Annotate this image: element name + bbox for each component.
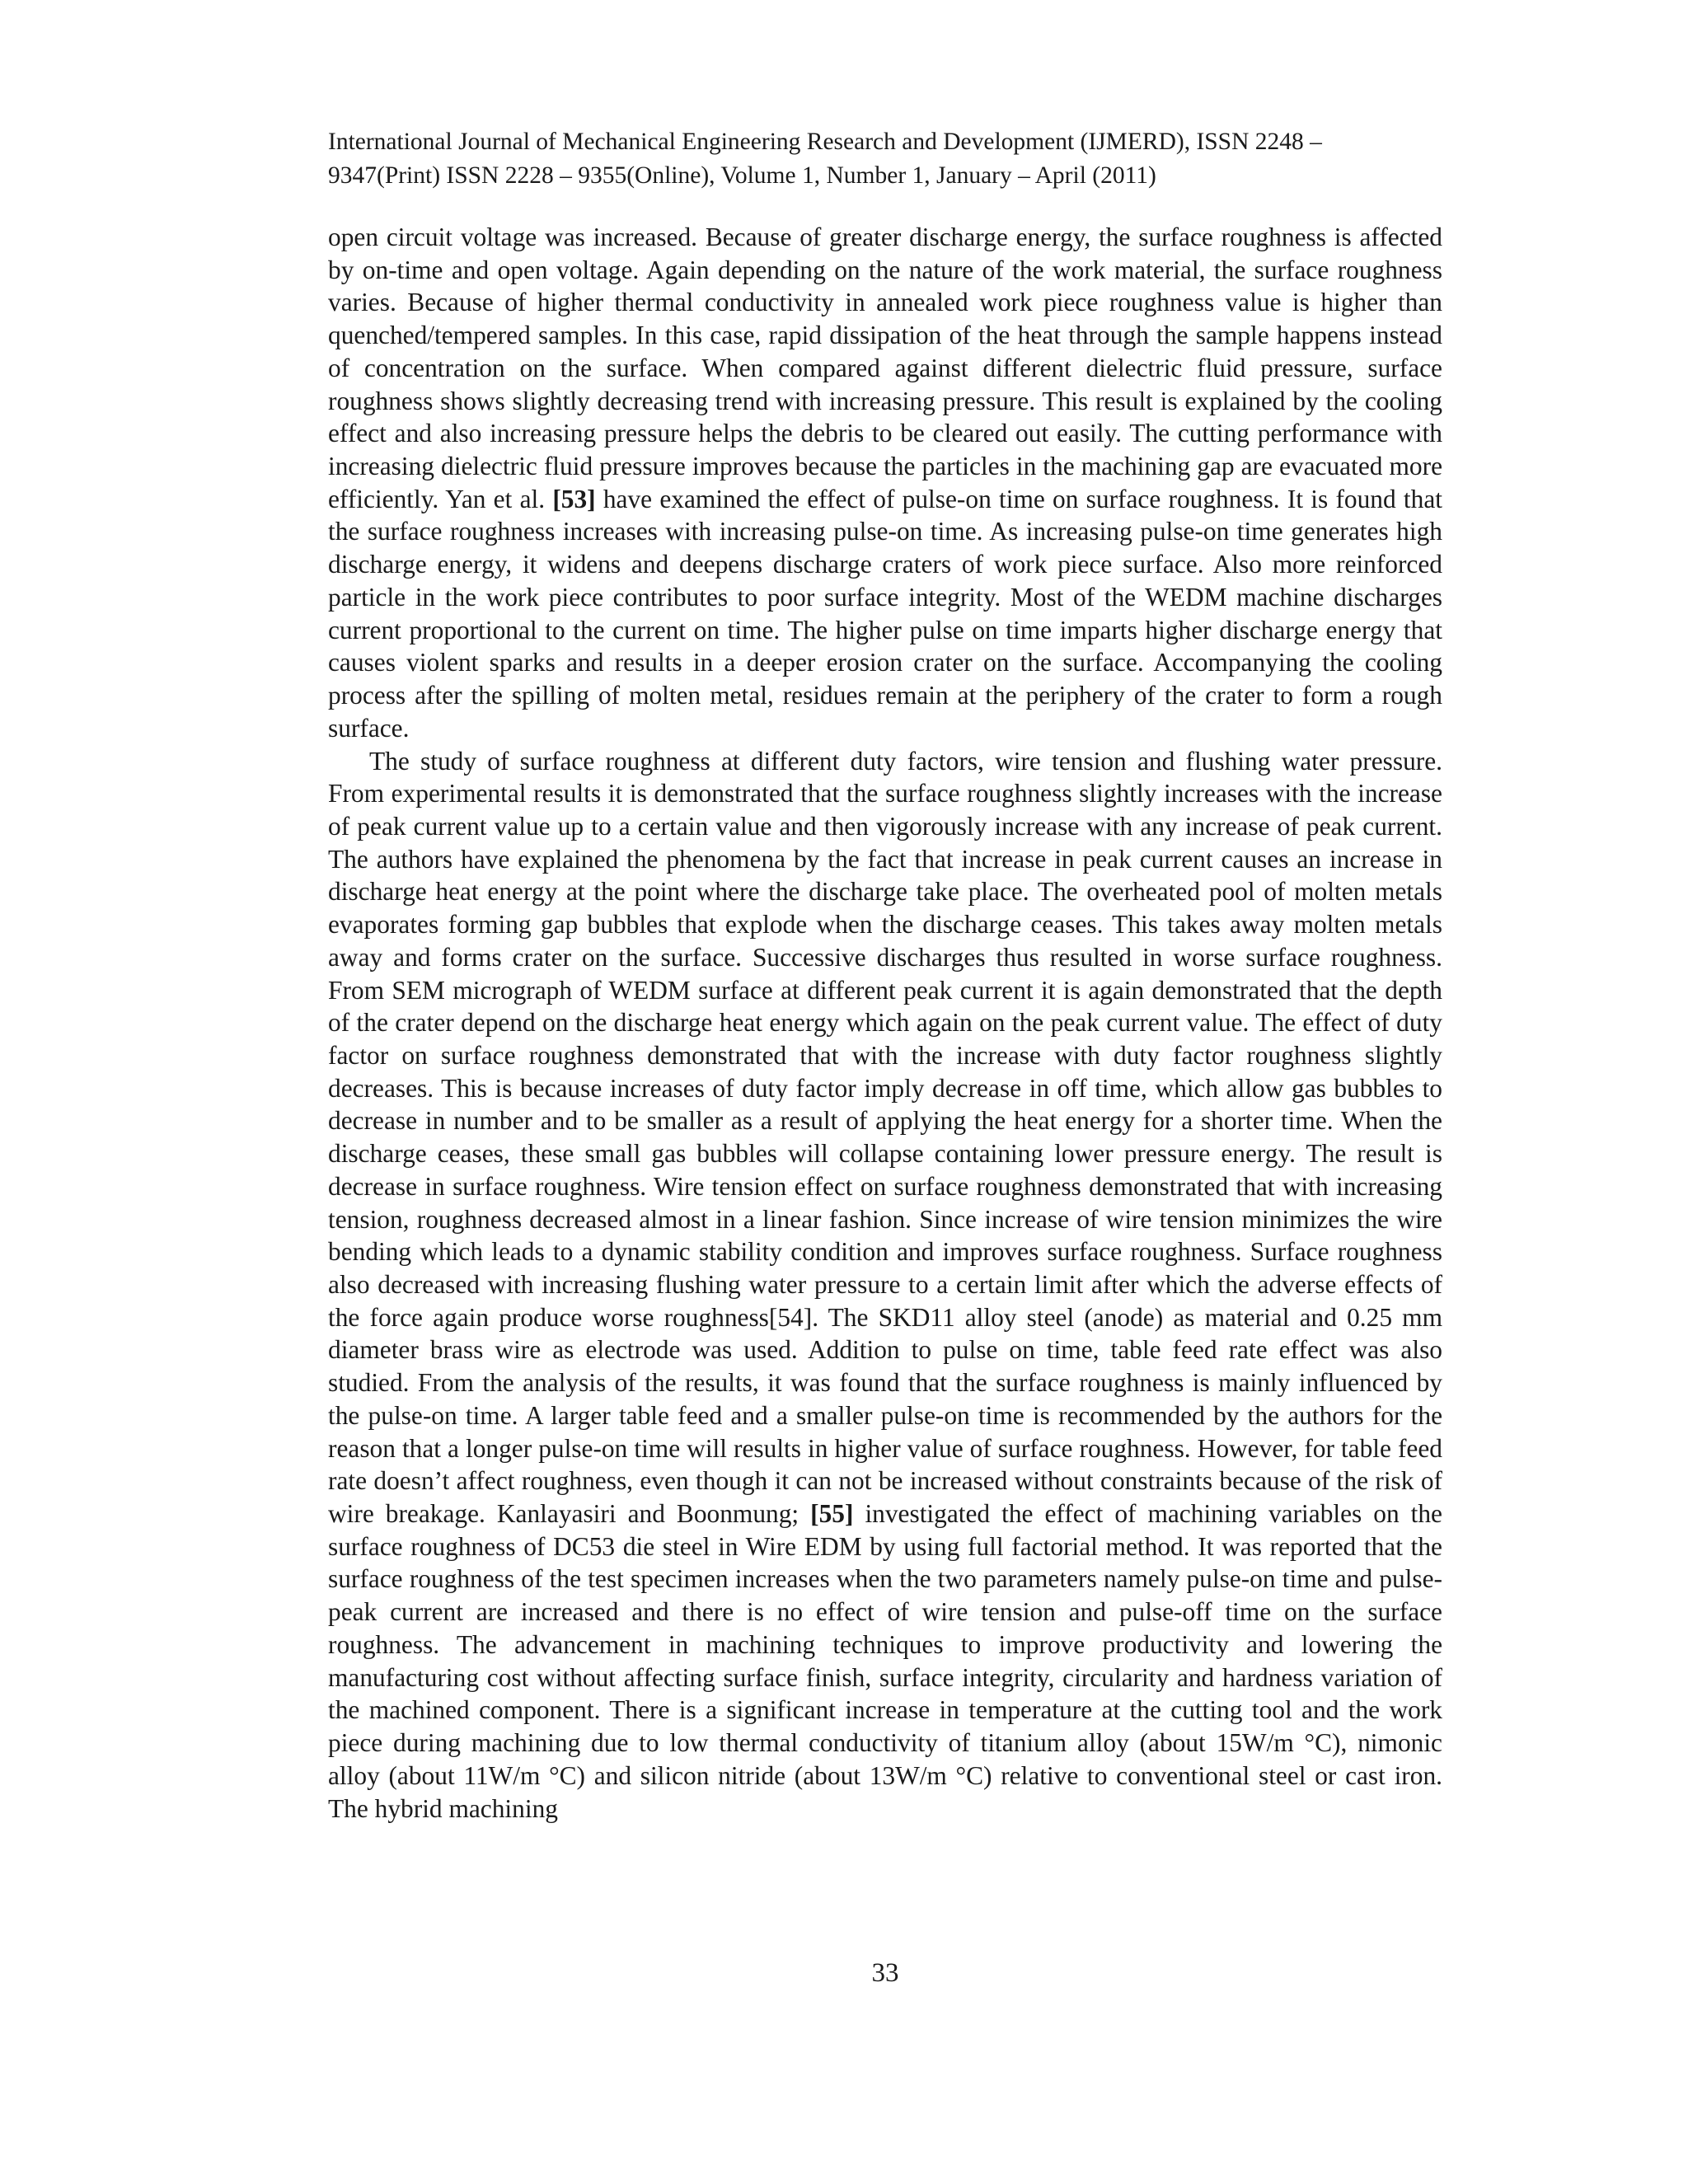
- paragraph-text: The study of surface roughness at different duty factors, wire tension and flushing water pressure. From experimental results it is demonstrated that the surface roughness slightly increases with the increase of peak current value up to a certain value and then vigorously increase with any increase of peak current. The authors have explained the phenomena by the fact that increase in peak current causes an increase in discharge heat energy at the point where the discharge take place. The overheated pool of molten metals evaporates forming gap bubbles that explode when the discharge ceases. This takes away molten metals away and forms crater on the surface. Successive discharges thus resulted in worse surface roughness. From SEM micrograph of WEDM surface at different peak current it is again demonstrated that the depth of the crater depend on the discharge heat energy which again on the peak current value. The effect of duty factor on surface roughness demonstrated that with the increase with duty factor roughness slightly decreases. This is because increases of duty factor imply decrease in off time, which allow gas bubbles to decrease in number and to be smaller as a result of applying the heat energy for a shorter time. When the discharge ceases, these small gas bubbles will collapse containing lower pressure energy. The result is decrease in surface roughness. Wire tension effect on surface roughness demonstrated that with increasing tension, roughness decreased almost in a linear fashion. Since increase of wire tension minimizes the wire bending which leads to a dynamic stability condition and improves surface roughness. Surface roughness also decreased with increasing flushing water pressure to a certain limit after which the adverse effects of the force again produce worse roughness[54]. The SKD11 alloy steel (anode) as material and 0.25 mm diameter brass wire as electrode was used. Addition to pulse on time, table feed rate effect was also studied. From the analysis of the results, it was found that the surface roughness is mainly influenced by the pulse-on time. A larger table feed and a smaller pulse-on time is recommended by the authors for the reason that a longer pulse-on time will results in higher value of surface roughness. However, for table feed rate doesn’t affect roughness, even though it can not be increased without constraints because of the risk of wire breakage. Kanlayasiri and Boonmung;: [328, 746, 1442, 1529]
- paragraph-continued: [328, 221, 1442, 745]
- page-number: 33: [871, 1958, 899, 1988]
- paragraph-text: investigated the effect of machining variables on the surface roughness of DC53 die steel in Wire EDM by using full factorial method. It was reported that the surface roughness of the test specimen increases when the two parameters namely pulse-on time and pulse-peak current are increased and there is no effect of wire tension and pulse-off time on the surface roughness. The advancement in machining techniques to improve productivity and lowering the manufacturing cost without affecting surface finish, surface integrity, circularity and hardness variation of the machined component. There is a significant increase in temperature at the cutting tool and the work piece during machining due to low thermal conductivity of titanium alloy (about 15W/m °C), nimonic alloy (about 11W/m °C) and silicon nitride (about 13W/m °C) relative to conventional steel or cast iron. The hybrid machining: [328, 1499, 1442, 1823]
- citation-reference: [53]: [552, 484, 596, 513]
- journal-citation-line-1: International Journal of Mechanical Engineering Research and Development (IJMERD), ISSN 2248 –: [328, 129, 1322, 155]
- journal-citation-line-2: 9347(Print) ISSN 2228 – 9355(Online), Volume 1, Number 1, January – April (2011): [328, 162, 1156, 189]
- paragraph: [328, 745, 1442, 1825]
- citation-reference: [55]: [810, 1499, 854, 1529]
- running-header: [328, 125, 1449, 193]
- article-body: [328, 221, 1442, 1825]
- paragraph-text: have examined the effect of pulse-on time on surface roughness. It is found that the surface roughness increases with increasing pulse-on time. As increasing pulse-on time generates high discharge energy, it widens and deepens discharge craters of work piece surface. Also more reinforced particle in the work piece contributes to poor surface integrity. Most of the WEDM machine discharges current proportional to the current on time. The higher pulse on time imparts higher discharge energy that causes violent sparks and results in a deeper erosion crater on the surface. Accompanying the cooling process after the spilling of molten metal, residues remain at the periphery of the crater to form a rough surface.: [328, 484, 1442, 743]
- paragraph-text: open circuit voltage was increased. Because of greater discharge energy, the surface roughness is affected by on-time and open voltage. Again depending on the nature of the work material, the surface roughness varies. Because of higher thermal conductivity in annealed work piece roughness value is higher than quenched/tempered samples. In this case, rapid dissipation of the heat through the sample happens instead of concentration on the surface. When compared against different dielectric fluid pressure, surface roughness shows slightly decreasing trend with increasing pressure. This result is explained by the cooling effect and also increasing pressure helps the debris to be cleared out easily. The cutting performance with increasing dielectric fluid pressure improves because the particles in the machining gap are evacuated more efficiently. Yan et al.: [328, 223, 1442, 513]
